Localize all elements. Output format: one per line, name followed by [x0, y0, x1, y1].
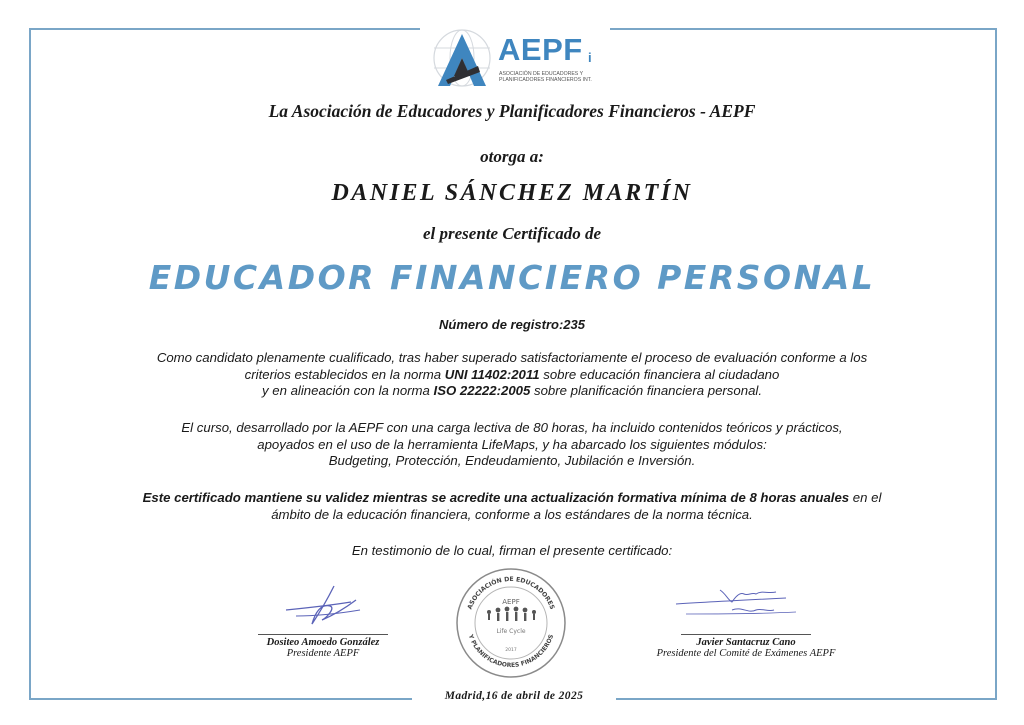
seal-caption: Life Cycle — [496, 628, 526, 635]
course-paragraph — [0, 420, 1024, 470]
seal-bottom-arc: Y PLANIFICADORES FINANCIEROS — [466, 633, 556, 670]
signature-left-line — [258, 634, 388, 635]
recipient-name: DANIEL SÁNCHEZ MARTÍN — [331, 180, 693, 206]
place-date: Madrid,16 de abril de 2025 — [444, 690, 584, 702]
seal-top-arc: ASOCIACIÓN DE EDUCADORES — [466, 575, 556, 611]
validity-bold: Este certificado mantiene su validez mientras se acredite una actualización formativa mínima de 8 horas anuales — [142, 490, 850, 505]
aepf-seal — [455, 567, 567, 679]
association-name: La Asociación de Educadores y Planificadores Financieros - AEPF — [268, 101, 756, 121]
p1-line3-text: y en alineación con la norma — [262, 383, 434, 398]
logo-globe-icon — [428, 26, 498, 92]
signer-right-name: Javier Santacruz Cano — [696, 637, 796, 648]
p3-line2: ámbito de la educación financiera, conforme a los estándares de la norma técnica. — [271, 506, 753, 522]
p1-line2 — [0, 367, 1024, 384]
p1-line1: Como candidato plenamente cualificado, tras haber superado satisfactoriamente el proceso de evaluación conforme a los — [156, 350, 868, 365]
seal-center: AEPF — [502, 598, 520, 606]
signer-left-role: Presidente AEPF — [286, 648, 360, 659]
logo-brand: AEPF — [498, 32, 583, 67]
p2-line1: El curso, desarrollado por la AEPF con una carga lectiva de 80 horas, ha incluido contenidos teóricos y prácticos, — [181, 420, 843, 435]
validity-paragraph — [0, 490, 1024, 523]
signer-right-role: Presidente del Comité de Exámenes AEPF — [656, 648, 836, 659]
p1-line3-rest: sobre planificación financiera personal. — [530, 383, 762, 398]
p2-line3: Budgeting, Protección, Endeudamiento, Jubilación e Inversión. — [328, 453, 696, 468]
signature-right-image — [636, 580, 856, 630]
seal-year: 2017 — [505, 648, 517, 653]
awards-label: otorga a: — [480, 147, 544, 166]
certificate-title: EDUCADOR FINANCIERO PERSONAL — [148, 258, 876, 297]
certificate-intro: el presente Certificado de — [423, 224, 601, 243]
testimony-line: En testimonio de lo cual, firman el presente certificado: — [351, 543, 673, 558]
p2-line2: apoyados en el uso de la herramienta LifeMaps, y ha abarcado los siguientes módulos: — [257, 436, 767, 452]
signer-left-name: Dositeo Amoedo González — [266, 637, 380, 648]
p3-line1 — [0, 490, 1024, 507]
norm-uni: UNI 11402:2011 — [444, 366, 540, 382]
p1-line3 — [0, 383, 1024, 400]
signature-right-line — [681, 634, 811, 635]
registration-number: Número de registro:235 — [439, 317, 585, 332]
evaluation-paragraph — [0, 350, 1024, 400]
p1-line2-rest: sobre educación financiera al ciudadano — [539, 366, 780, 382]
signature-left-image — [256, 580, 390, 630]
p3-line1-rest: en el — [849, 490, 882, 505]
logo-suffix: i — [588, 50, 592, 65]
signature-block-left — [256, 580, 390, 659]
aepf-logo — [428, 26, 603, 92]
p1-line2-text: criterios establecidos en la norma — [244, 366, 445, 382]
logo-subtitle: ASOCIACIÓN DE EDUCADORES Y PLANIFICADORES FINANCIEROS INT. — [499, 71, 592, 83]
norm-iso: ISO 22222:2005 — [433, 383, 531, 398]
signature-block-right — [636, 580, 856, 659]
